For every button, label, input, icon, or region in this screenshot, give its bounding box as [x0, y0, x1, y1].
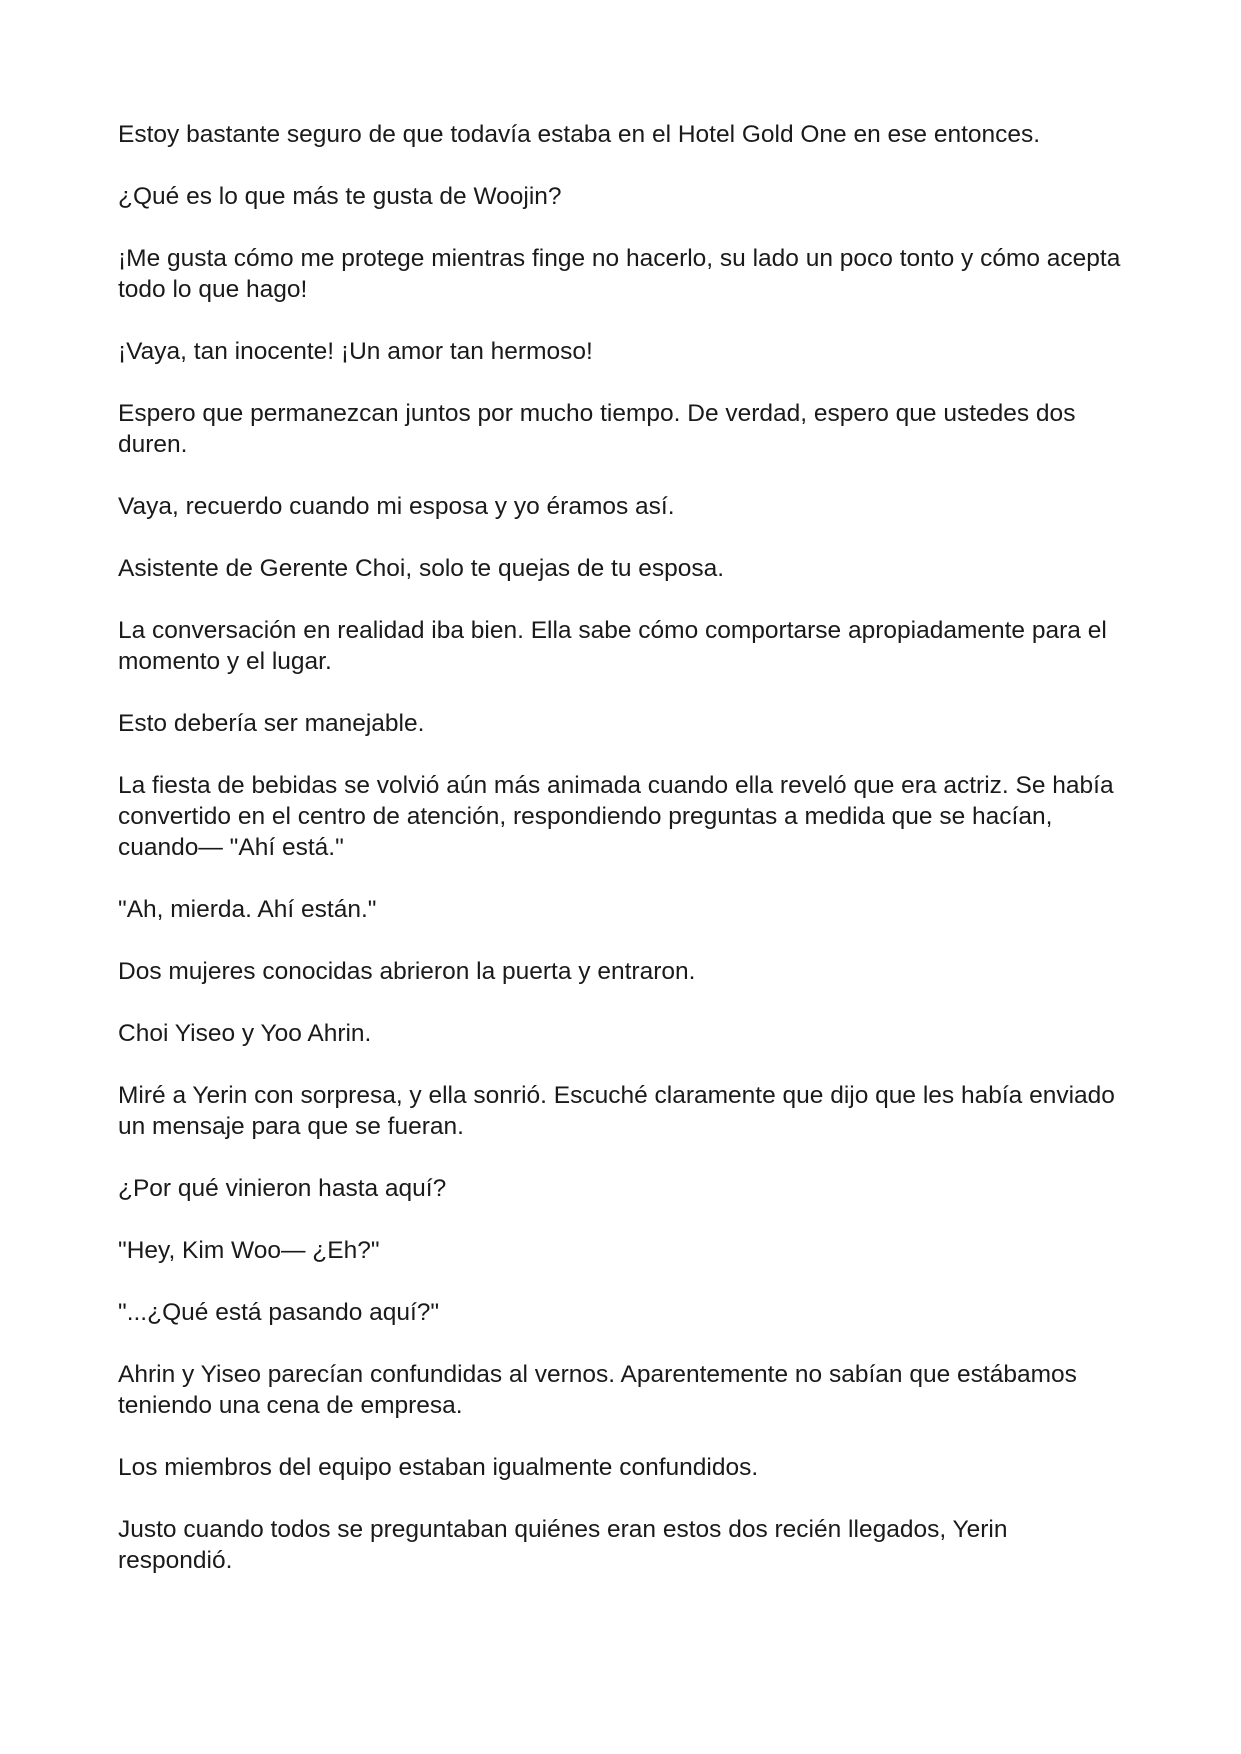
paragraph: ¿Qué es lo que más te gusta de Woojin? [118, 183, 562, 210]
paragraph: ¡Me gusta cómo me protege mientras finge no hacerlo, su lado un poco tonto y cómo acepta todo lo que hago! [118, 245, 1121, 303]
document-body [118, 119, 1128, 1607]
paragraph: La fiesta de bebidas se volvió aún más animada cuando ella reveló que era actriz. Se había convertido en el centro de atención, respondiendo preguntas a medida que se hacían, cuando— "Ahí está." [118, 772, 1114, 861]
paragraph: Estoy bastante seguro de que todavía estaba en el Hotel Gold One en ese entonces. [118, 121, 1041, 148]
paragraph: Esto debería ser manejable. [118, 710, 425, 737]
paragraph: Dos mujeres conocidas abrieron la puerta y entraron. [118, 958, 696, 985]
paragraph: "Ah, mierda. Ahí están." [118, 896, 377, 923]
paragraph: Espero que permanezcan juntos por mucho tiempo. De verdad, espero que ustedes dos duren. [118, 400, 1076, 458]
paragraph: Miré a Yerin con sorpresa, y ella sonrió. Escuché claramente que dijo que les había enviado un mensaje para que se fueran. [118, 1082, 1115, 1140]
paragraph: Asistente de Gerente Choi, solo te quejas de tu esposa. [118, 555, 725, 582]
paragraph: Justo cuando todos se preguntaban quiénes eran estos dos recién llegados, Yerin respondió. [118, 1516, 1008, 1574]
paragraph: Choi Yiseo y Yoo Ahrin. [118, 1020, 372, 1047]
paragraph: "...¿Qué está pasando aquí?" [118, 1299, 440, 1326]
paragraph: Vaya, recuerdo cuando mi esposa y yo éramos así. [118, 493, 675, 520]
paragraph: Los miembros del equipo estaban igualmente confundidos. [118, 1454, 759, 1481]
paragraph: La conversación en realidad iba bien. Ella sabe cómo comportarse apropiadamente para el momento y el lugar. [118, 617, 1107, 675]
paragraph: "Hey, Kim Woo— ¿Eh?" [118, 1237, 380, 1264]
paragraph: ¿Por qué vinieron hasta aquí? [118, 1175, 447, 1202]
paragraph: Ahrin y Yiseo parecían confundidas al vernos. Aparentemente no sabían que estábamos teniendo una cena de empresa. [118, 1361, 1077, 1419]
paragraph: ¡Vaya, tan inocente! ¡Un amor tan hermoso! [118, 338, 593, 365]
